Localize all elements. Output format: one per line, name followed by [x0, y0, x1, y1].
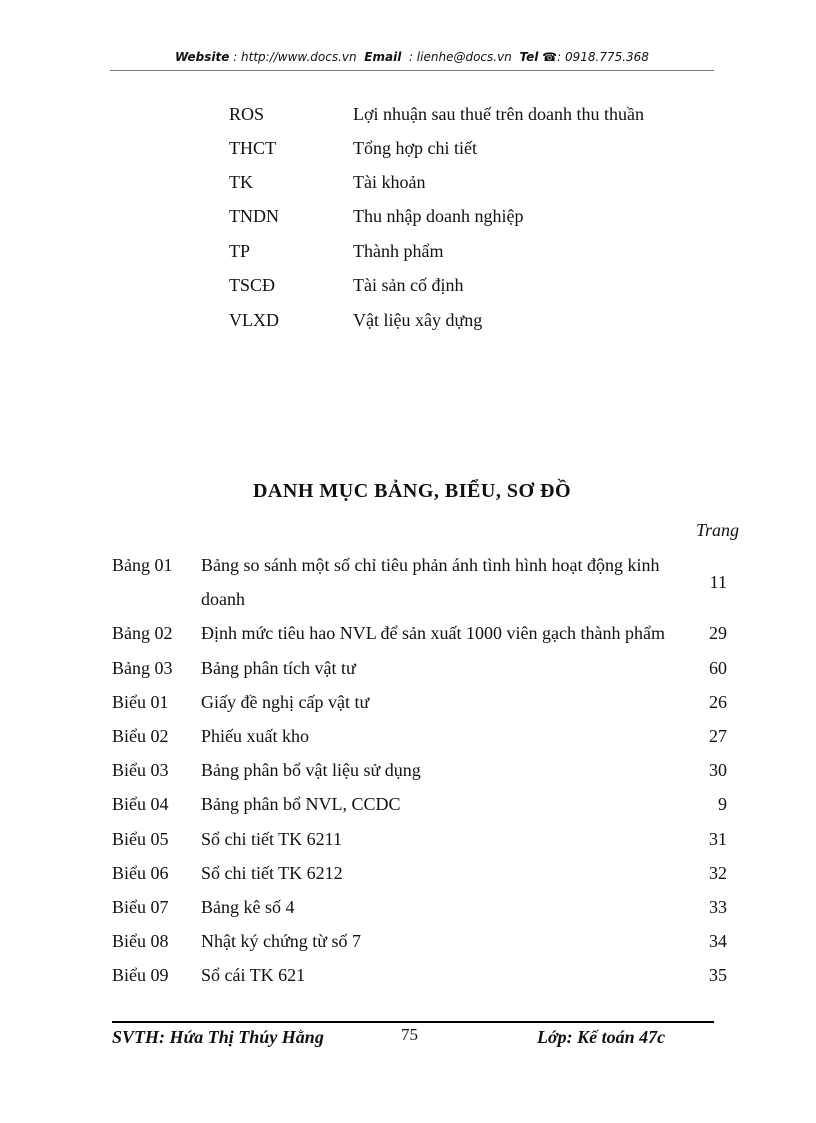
- abbreviation-code: TSCĐ: [229, 275, 276, 295]
- toc-title: Sổ cái TK 621: [201, 965, 306, 985]
- toc-page: 35: [709, 965, 727, 985]
- section-title: DANH MỤC BẢNG, BIỂU, SƠ ĐỒ: [252, 480, 572, 502]
- email-value[interactable]: : lienhe@docs.vn: [408, 50, 512, 64]
- toc-code: Biểu 09: [112, 965, 169, 985]
- toc-code: Biểu 08: [112, 931, 169, 951]
- page-column-label: Trang: [695, 520, 739, 540]
- abbreviation-description: Tổng hợp chi tiết: [353, 138, 477, 158]
- abbreviation-code: TNDN: [229, 206, 279, 226]
- toc-page: 26: [709, 692, 727, 712]
- toc-title: Phiếu xuất kho: [201, 726, 309, 746]
- toc-code: Biểu 04: [112, 794, 169, 814]
- toc-code: Bảng 03: [112, 658, 173, 678]
- toc-title: Sổ chi tiết TK 6211: [201, 829, 342, 849]
- toc-title: Định mức tiêu hao NVL để sản xuất 1000 viên gạch thành phẩm: [201, 623, 665, 643]
- abbreviation-description: Tài sản cố định: [353, 275, 464, 295]
- toc-title: Nhật ký chứng từ số 7: [201, 931, 361, 951]
- phone-icon: ☎: [542, 50, 558, 64]
- toc-code: Bảng 02: [112, 623, 173, 643]
- toc-title: Bảng kê số 4: [201, 897, 295, 917]
- toc-page: 9: [718, 794, 727, 814]
- header-divider: [110, 70, 714, 71]
- toc-title: Bảng phân bổ vật liệu sử dụng: [201, 760, 421, 780]
- abbreviation-code: THCT: [229, 138, 276, 158]
- abbreviation-description: Lợi nhuận sau thuế trên doanh thu thuần: [353, 104, 644, 124]
- toc-title: Sổ chi tiết TK 6212: [201, 863, 343, 883]
- abbreviation-description: Vật liệu xây dựng: [353, 310, 483, 330]
- footer-page-number: 75: [401, 1025, 418, 1044]
- website-value[interactable]: : http://www.docs.vn: [233, 50, 357, 64]
- toc-page: 34: [709, 931, 727, 951]
- page-header: [110, 50, 714, 64]
- toc-title: Giấy đề nghị cấp vật tư: [201, 692, 370, 712]
- toc-code: Biểu 07: [112, 897, 169, 917]
- footer-class: Lớp: Kế toán 47c: [537, 1027, 666, 1047]
- toc-page: 30: [709, 760, 727, 780]
- website-label: Website: [175, 50, 230, 64]
- footer-divider: [112, 1021, 714, 1023]
- abbreviation-description: Thu nhập doanh nghiệp: [353, 206, 524, 226]
- toc-page: 29: [709, 623, 727, 643]
- abbreviation-description: Thành phẩm: [353, 241, 444, 261]
- toc-code: Biểu 02: [112, 726, 169, 746]
- toc-code: Biểu 05: [112, 829, 169, 849]
- tel-label: Tel: [519, 50, 539, 64]
- email-label: Email: [364, 50, 402, 64]
- toc-code: Biểu 01: [112, 692, 169, 712]
- toc-page: 32: [709, 863, 727, 883]
- toc-page: 60: [709, 658, 727, 678]
- toc-page: 27: [709, 726, 727, 746]
- footer-student: SVTH: Hứa Thị Thúy Hằng: [112, 1027, 324, 1047]
- abbreviation-description: Tài khoản: [353, 172, 426, 192]
- toc-title: Bảng phân tích vật tư: [201, 658, 356, 678]
- abbreviation-code: ROS: [229, 104, 265, 124]
- toc-page: 11: [709, 572, 727, 592]
- toc-code: Biểu 03: [112, 760, 169, 780]
- toc-page: 31: [709, 829, 727, 849]
- toc-code: Bảng 01: [112, 555, 173, 575]
- abbreviation-code: TP: [229, 241, 251, 261]
- toc-page: 33: [709, 897, 727, 917]
- toc-code: Biểu 06: [112, 863, 169, 883]
- tel-value: : 0918.775.368: [557, 50, 649, 64]
- toc-title: Bảng so sánh một số chỉ tiêu phản ánh tình hình hoạt động kinh doanh: [201, 555, 660, 609]
- toc-title: Bảng phân bổ NVL, CCDC: [201, 794, 401, 814]
- abbreviation-code: TK: [229, 172, 253, 192]
- abbreviation-code: VLXD: [229, 310, 279, 330]
